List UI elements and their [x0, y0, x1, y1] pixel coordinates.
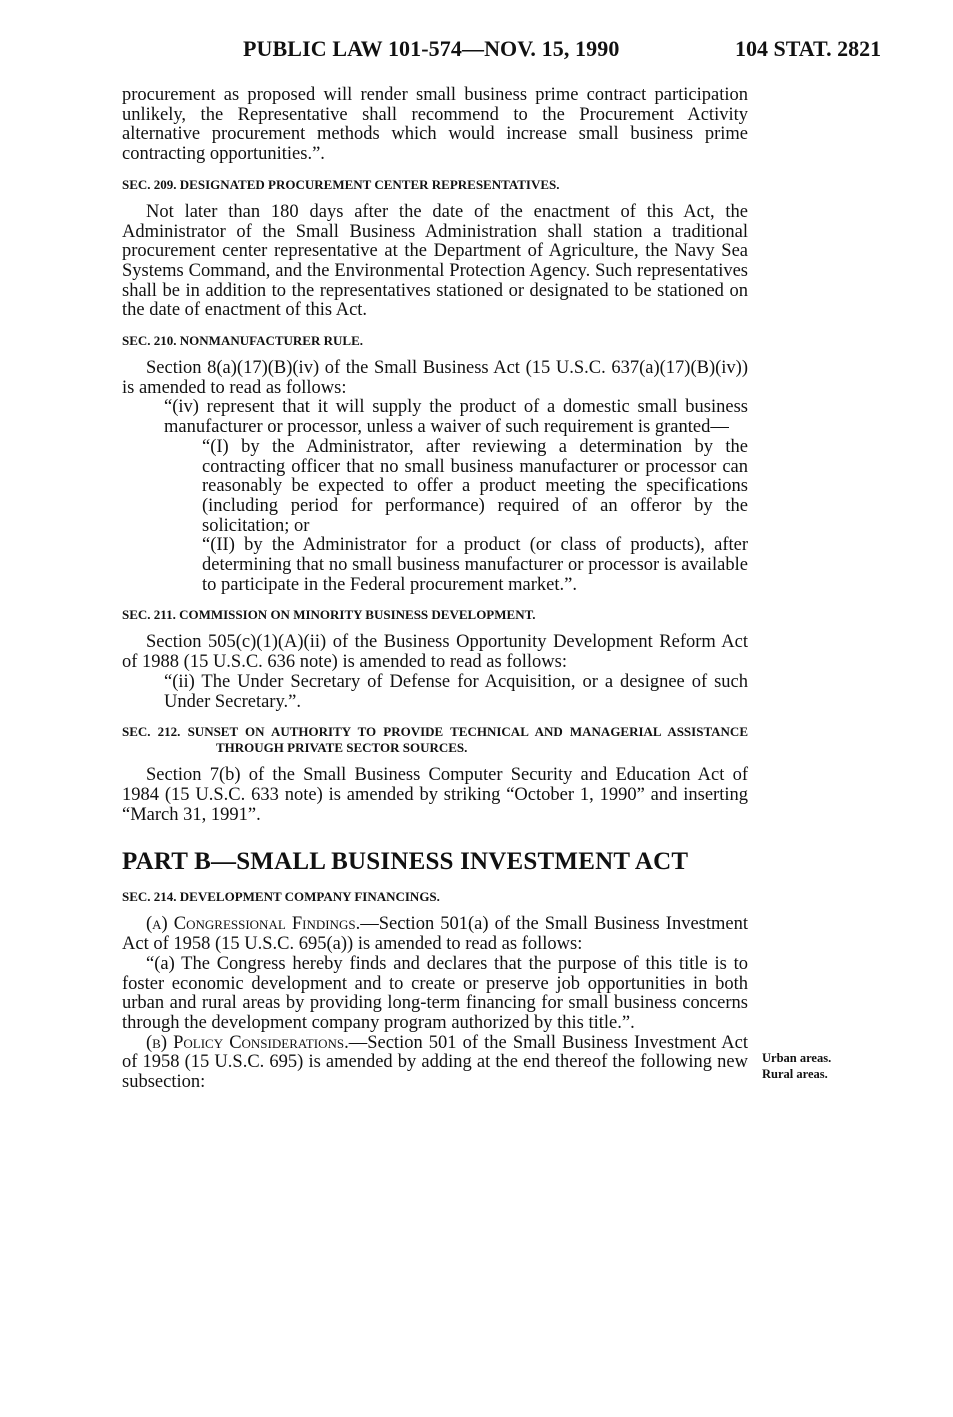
sec-214-a-paragraph — [122, 915, 748, 954]
sec-214-a-quote: “(a) The Congress hereby finds and declares that the purpose of this title is to foster economic development and to create or preserve job opportunities in both urban and rural areas by providing long-term financing for small business concerns through the development company program authorized by this title.”. — [122, 953, 748, 1033]
sec-211-heading: SEC. 211. COMMISSION ON MINORITY BUSINESS DEVELOPMENT. — [122, 607, 536, 623]
sec-214-a-label: (a) Congressional Findings. — [146, 914, 361, 935]
sec-210-quote-iv: “(iv) represent that it will supply the product of a domestic small business manufacturer or processor, unless a waiver of such requirement is granted— — [164, 397, 748, 438]
part-b-heading: PART B—SMALL BUSINESS INVESTMENT ACT — [122, 848, 689, 876]
sec-209-text: Not later than 180 days after the date of the enactment of this Act, the Administrator of the Small Business Administration shall station a traditional procurement center representative at the Department of Agriculture, the Navy Sea Systems Command, and the Environmental Protection Agency. Such representatives shall be in addition to the representatives stationed or designated to be stationed on the date of enactment of this Act. — [122, 201, 748, 321]
margin-notes — [762, 1050, 831, 1082]
sec-214-heading: SEC. 214. DEVELOPMENT COMPANY FINANCINGS. — [122, 889, 440, 905]
sec-214-b-paragraph — [122, 1034, 748, 1093]
sec-210-quote-II: “(II) by the Administrator for a product (or class of products), after determining that no small business manufacturer or processor is available to participate in the Federal procurement market.”. — [202, 535, 748, 595]
sec-210-text: Section 8(a)(17)(B)(iv) of the Small Business Act (15 U.S.C. 637(a)(17)(B)(iv)) is amended to read as follows: — [122, 358, 748, 398]
margin-note-urban: Urban areas. — [762, 1051, 832, 1065]
sec-212-heading: SEC. 212. SUNSET ON AUTHORITY TO PROVIDE TECHNICAL AND MANAGERIAL ASSISTANCE THROUGH PRIVATE SECTOR SOURCES. — [122, 724, 748, 756]
header-title: PUBLIC LAW 101-574—NOV. 15, 1990 — [243, 36, 620, 61]
sec-211-quote: “(ii) The Under Secretary of Defense for Acquisition, or a designee of such Under Secretary.”. — [164, 671, 748, 712]
sec-209-heading: SEC. 209. DESIGNATED PROCUREMENT CENTER REPRESENTATIVES. — [122, 176, 560, 192]
sec-214-a-text: —Section 501(a) of the Small Business Investment Act of 1958 (15 U.S.C. 695(a)) is amended to read as follows: — [122, 914, 749, 955]
continuation-paragraph: procurement as proposed will render small business prime contract participation unlikely, the Representative shall recommend to the Procurement Activity alternative procurement methods which would increase small business prime contracting opportunities.”. — [122, 85, 748, 165]
sec-211-text: Section 505(c)(1)(A)(ii) of the Business Opportunity Development Reform Act of 1988 (15 U.S.C. 636 note) is amended to read as follows: — [122, 632, 748, 673]
header-stat-page: 104 STAT. 2821 — [735, 36, 882, 61]
sec-214-b-text: —Section 501 of the Small Business Investment Act of 1958 (15 U.S.C. 695) is amended by adding at the end thereof the following new subsection: — [122, 1032, 748, 1093]
sec-210-heading: SEC. 210. NONMANUFACTURER RULE. — [122, 333, 363, 349]
sec-214-b-label: (b) Policy Considerations. — [146, 1032, 349, 1053]
margin-note-rural: Rural areas. — [762, 1067, 828, 1081]
page-header — [0, 36, 953, 70]
sec-210-quote-I: “(I) by the Administrator, after reviewing a determination by the contracting officer that no small business manufacturer or processor can reasonably be expected to offer a product meeting the specifications (including period for performance) required of an offeror by the solicitation; or — [202, 436, 748, 536]
main-text — [122, 86, 748, 1093]
sec-212-text: Section 7(b) of the Small Business Computer Security and Education Act of 1984 (15 U.S.C. 633 note) is amended by striking “October 1, 1990” and inserting “March 31, 1991”. — [122, 765, 748, 825]
